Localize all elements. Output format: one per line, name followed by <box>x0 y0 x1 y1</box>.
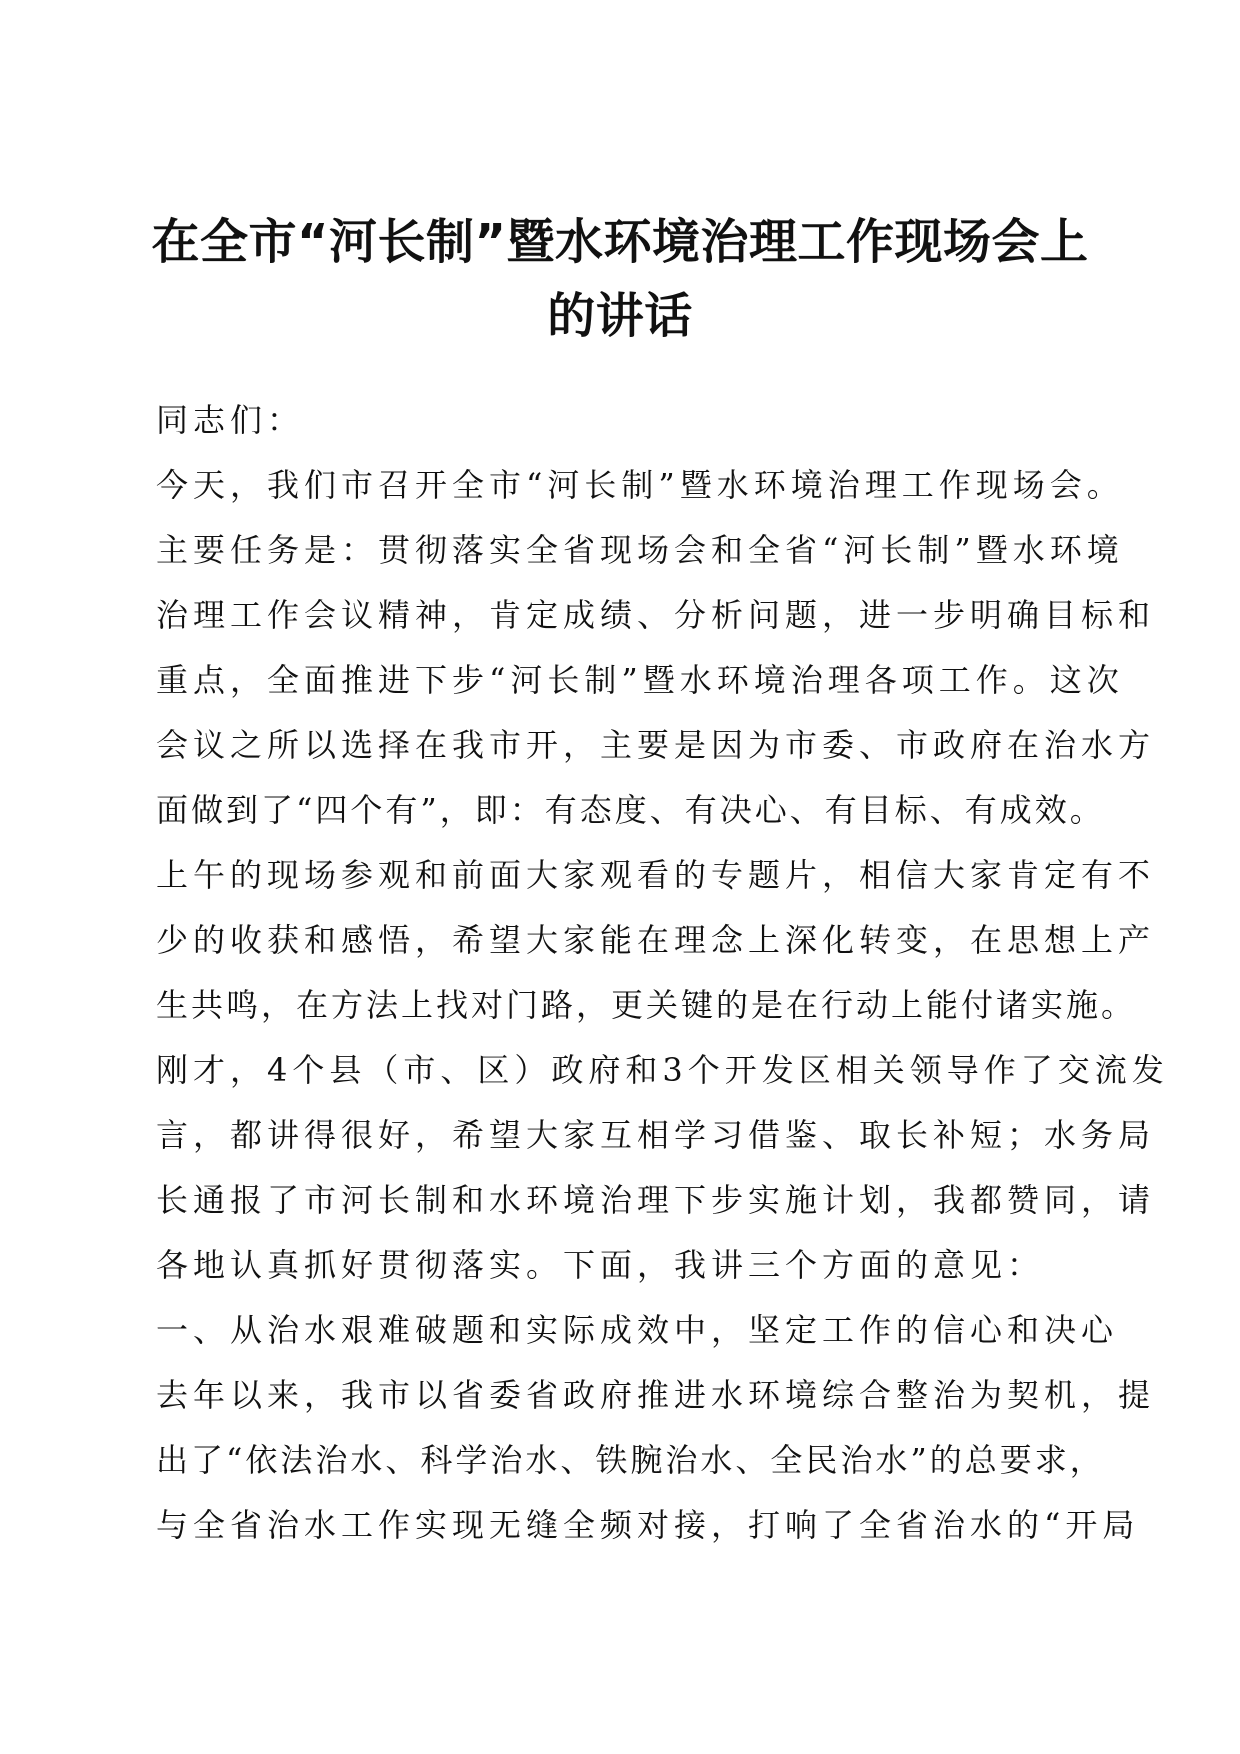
paragraph-line: 出了“依法治水、科学治水、铁腕治水、全民治水”的总要求， <box>156 1441 1105 1479</box>
title-line-2: 的讲话 <box>547 288 693 344</box>
paragraph-line: 会议之所以选择在我市开，主要是因为市委、市政府在治水方 <box>156 726 1156 764</box>
paragraph-line: 上午的现场参观和前面大家观看的专题片，相信大家肯定有不 <box>156 856 1156 894</box>
document-title <box>120 205 1120 353</box>
paragraph-line: 长通报了市河长制和水环境治理下步实施计划，我都赞同，请 <box>156 1181 1156 1219</box>
paragraph-line: 主要任务是：贯彻落实全省现场会和全省“河长制”暨水环境 <box>156 531 1124 569</box>
paragraph-line: 言，都讲得很好，希望大家互相学习借鉴、取长补短；水务局 <box>156 1116 1156 1154</box>
paragraph-line: 少的收获和感悟，希望大家能在理念上深化转变，在思想上产 <box>156 921 1156 959</box>
paragraph-line: 治理工作会议精神，肯定成绩、分析问题，进一步明确目标和 <box>156 596 1156 634</box>
paragraph-line: 今天，我们市召开全市“河长制”暨水环境治理工作现场会。 <box>156 466 1124 504</box>
section-heading: 一、从治水艰难破题和实际成效中，坚定工作的信心和决心 <box>156 1311 1119 1349</box>
paragraph-line: 重点，全面推进下步“河长制”暨水环境治理各项工作。这次 <box>156 661 1124 699</box>
salutation: 同志们： <box>156 401 305 439</box>
paragraph-line: 与全省治水工作实现无缝全频对接，打响了全省治水的“开局 <box>156 1506 1140 1544</box>
paragraph-line: 刚才，4个县（市、区）政府和3个开发区相关领导作了交流发 <box>156 1051 1169 1089</box>
document-body <box>156 388 1169 1558</box>
title-line-1: 在全市“河长制”暨水环境治理工作现场会上 <box>151 214 1089 270</box>
paragraph-line: 生共鸣，在方法上找对门路，更关键的是在行动上能付诸实施。 <box>156 986 1137 1024</box>
paragraph-line: 去年以来，我市以省委省政府推进水环境综合整治为契机，提 <box>156 1376 1156 1414</box>
paragraph-line: 各地认真抓好贯彻落实。下面，我讲三个方面的意见： <box>156 1246 1045 1284</box>
paragraph-line: 面做到了“四个有”，即：有态度、有决心、有目标、有成效。 <box>156 791 1105 829</box>
